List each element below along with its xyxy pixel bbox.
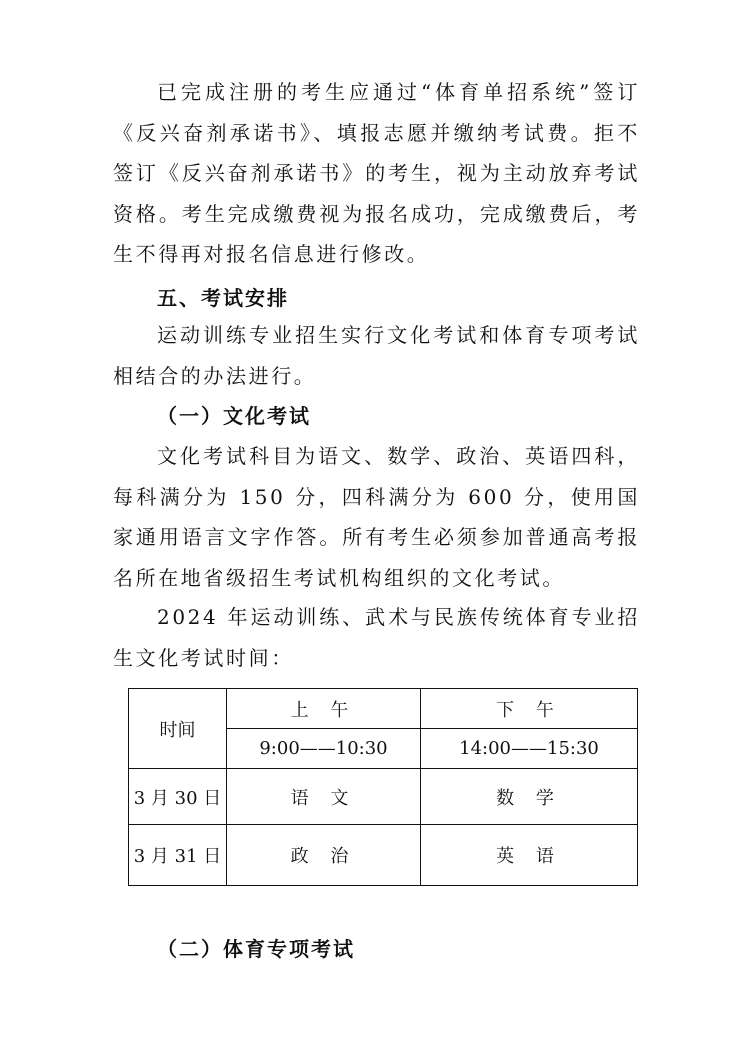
morning-header-cell: 上 午 [227,689,421,729]
section-heading-exam-arrangement: 五、考试安排 [157,286,289,310]
table-row [129,825,638,886]
afternoon-subject-cell: 英 语 [421,825,638,886]
afternoon-header-cell: 下 午 [421,689,638,729]
subheading-culture-exam: （一）文化考试 [157,404,311,428]
exam-schedule-table [128,688,638,886]
afternoon-subject-cell: 数 学 [421,769,638,825]
morning-time-cell: 9:00——10:30 [227,729,421,769]
table-header-row [129,689,638,729]
date-cell: 3 月 30 日 [129,769,227,825]
paragraph-exam-time-intro: 2024 年运动训练、武术与民族传统体育专业招生文化考试时间： [113,605,640,670]
table-row [129,769,638,825]
morning-subject-cell: 政 治 [227,825,421,886]
afternoon-time-cell: 14:00——15:30 [421,729,638,769]
paragraph-registration: 已完成注册的考生应通过“体育单招系统”签订《反兴奋剂承诺书》、填报志愿并缴纳考试费。拒不签订《反兴奋剂承诺书》的考生，视为主动放弃考试资格。考生完成缴费视为报名成功，完成缴费后，考生不得再对报名信息进行修改。 [113,80,640,266]
time-header-cell: 时间 [129,689,227,769]
paragraph-culture-exam-subjects: 文化考试科目为语文、数学、政治、英语四科，每科满分为 150 分，四科满分为 600 分，使用国家通用语言文字作答。所有考生必须参加普通高考报名所在地省级招生考试机构组织的文化考试。 [113,444,640,590]
date-cell: 3 月 31 日 [129,825,227,886]
paragraph-exam-method: 运动训练专业招生实行文化考试和体育专项考试相结合的办法进行。 [113,323,640,388]
morning-subject-cell: 语 文 [227,769,421,825]
subheading-sports-exam: （二）体育专项考试 [157,937,355,961]
